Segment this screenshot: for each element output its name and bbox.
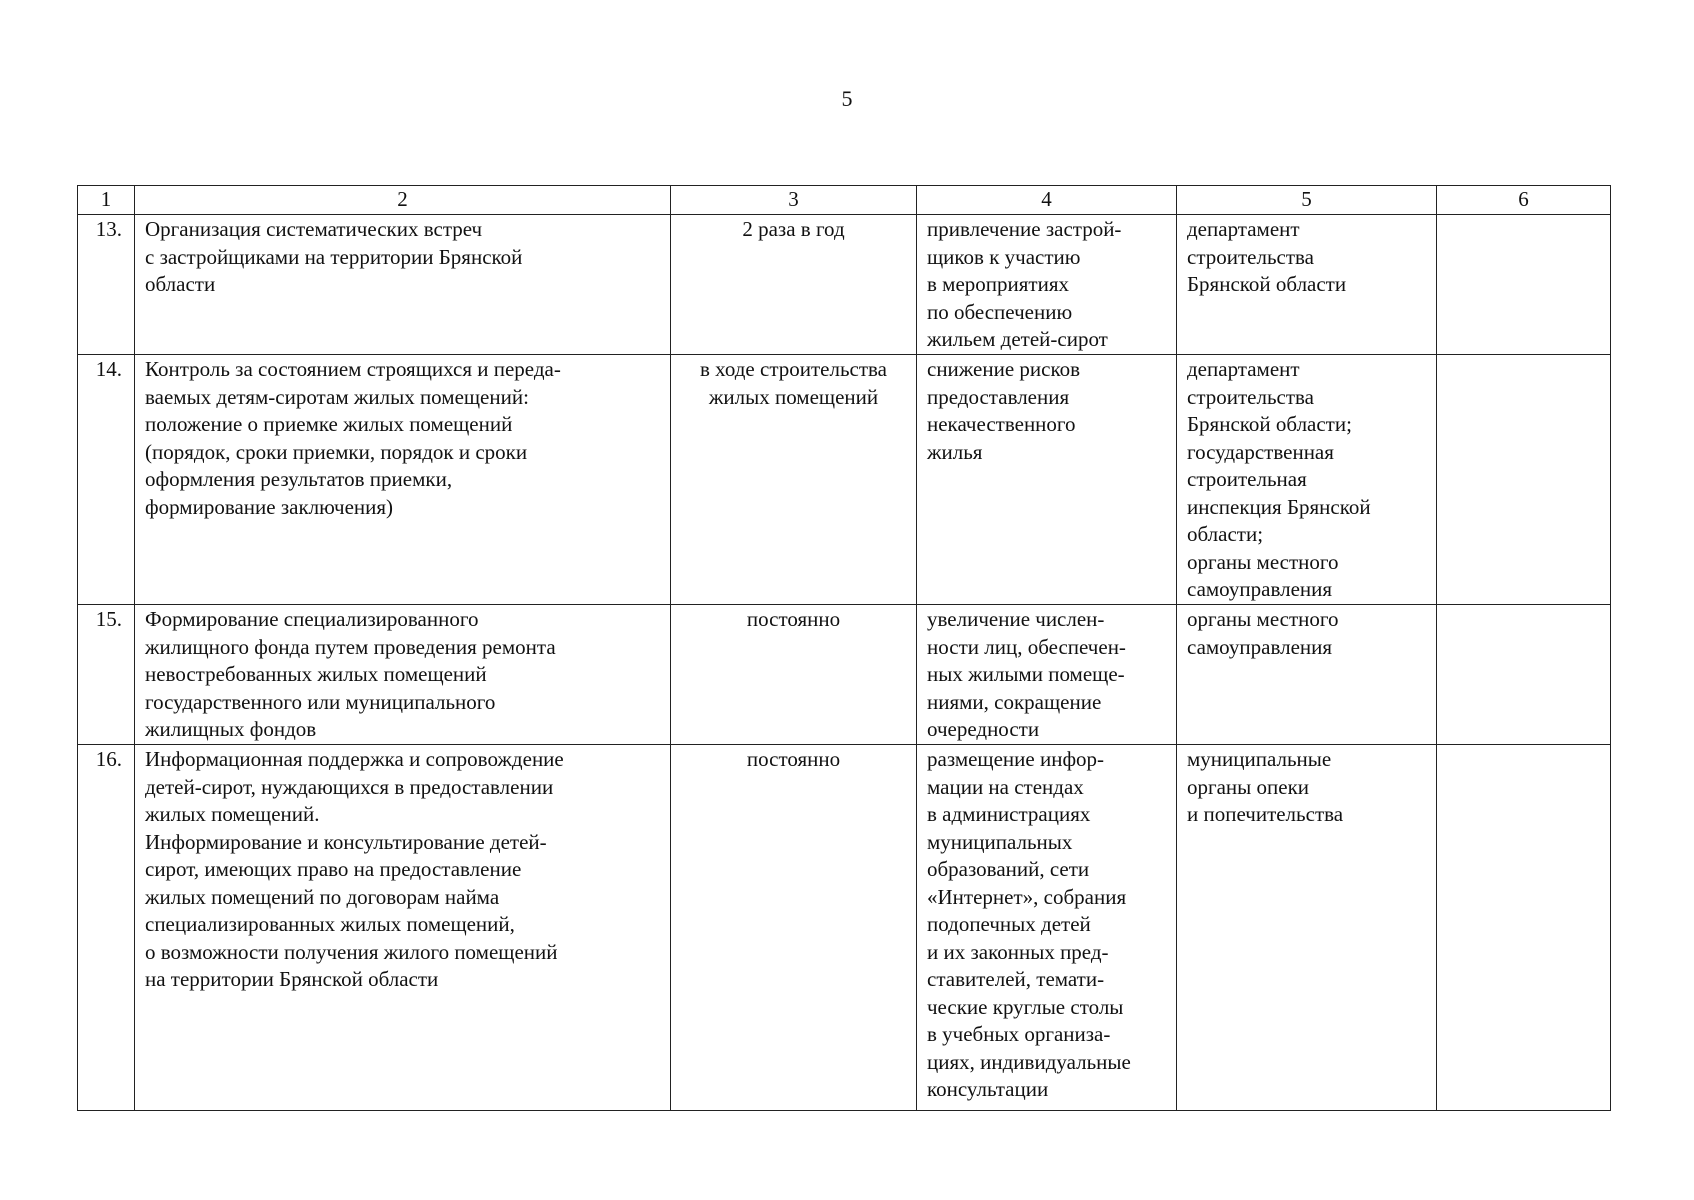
row-number: 15. <box>78 605 135 745</box>
executor-cell: муниципальные органы опеки и попечительства <box>1177 745 1437 1111</box>
note-cell <box>1437 355 1611 605</box>
page-number: 5 <box>841 86 853 111</box>
header-cell: 1 <box>78 186 135 215</box>
header-cell: 4 <box>917 186 1177 215</box>
executor-cell: департамент строительства Брянской области; государственная строительная инспекция Брянской области; органы местного самоуправления <box>1177 355 1437 605</box>
executor-cell: органы местного самоуправления <box>1177 605 1437 745</box>
table-header-row <box>78 186 1611 215</box>
note-cell <box>1437 745 1611 1111</box>
note-cell <box>1437 215 1611 355</box>
table-row <box>78 355 1611 605</box>
activity-cell: Контроль за состоянием строящихся и переда- ваемых детям-сиротам жилых помещений: положение о приемке жилых помещений (порядок, сроки приемки, порядок и сроки оформления результатов приемки, формирование заключения) <box>135 355 671 605</box>
period-cell: 2 раза в год <box>671 215 917 355</box>
table-row <box>78 745 1611 1111</box>
executor-cell: департамент строительства Брянской области <box>1177 215 1437 355</box>
activity-cell: Организация систематических встреч с застройщиками на территории Брянской области <box>135 215 671 355</box>
row-number: 14. <box>78 355 135 605</box>
row-number: 16. <box>78 745 135 1111</box>
header-cell: 5 <box>1177 186 1437 215</box>
table-row <box>78 605 1611 745</box>
measures-table <box>77 185 1611 1111</box>
period-cell: постоянно <box>671 745 917 1111</box>
activity-cell: Информационная поддержка и сопровождение детей-сирот, нуждающихся в предоставлении жилых помещений. Информирование и консультирование детей- сирот, имеющих право на предоставление жилых помещений по договорам найма специализированных жилых помещений, о возможности получения жилого помещений на территории Брянской области <box>135 745 671 1111</box>
result-cell: размещение инфор- мации на стендах в администрациях муниципальных образований, сети «Интернет», собрания подопечных детей и их законных пред- ставителей, темати- ческие круглые столы в учебных организа- циях, индивидуальные консультации <box>917 745 1177 1111</box>
result-cell: привлечение застрой- щиков к участию в мероприятиях по обеспечению жильем детей-сирот <box>917 215 1177 355</box>
row-number: 13. <box>78 215 135 355</box>
activity-cell: Формирование специализированного жилищного фонда путем проведения ремонта невостребованных жилых помещений государственного или муниципального жилищных фондов <box>135 605 671 745</box>
header-cell: 3 <box>671 186 917 215</box>
result-cell: увеличение числен- ности лиц, обеспечен- ных жилыми помеще- ниями, сокращение очередности <box>917 605 1177 745</box>
period-cell: в ходе строительства жилых помещений <box>671 355 917 605</box>
result-cell: снижение рисков предоставления некачественного жилья <box>917 355 1177 605</box>
period-cell: постоянно <box>671 605 917 745</box>
note-cell <box>1437 605 1611 745</box>
header-cell: 2 <box>135 186 671 215</box>
table-row <box>78 215 1611 355</box>
header-cell: 6 <box>1437 186 1611 215</box>
